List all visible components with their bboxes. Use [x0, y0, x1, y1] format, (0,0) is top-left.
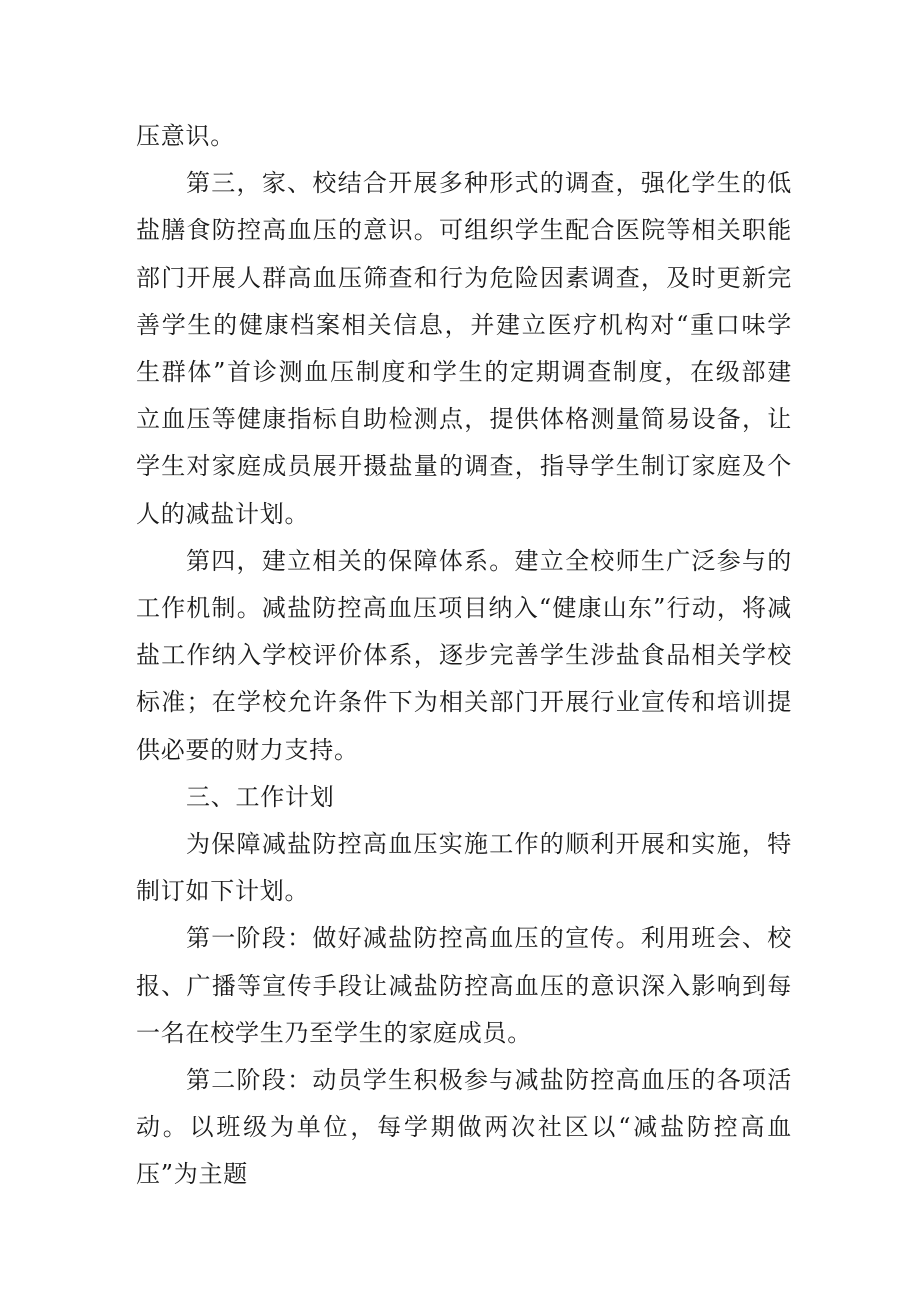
paragraph-third-point: 第三，家、校结合开展多种形式的调查，强化学生的低盐膳食防控高血压的意识。可组织学生配合医院等相关职能部门开展人群高血压筛查和行为危险因素调查，及时更新完善学生的健康档案相关信息，并建立医疗机构对“重口味学生群体”首诊测血压制度和学生的定期调查制度，在级部建立血压等健康指标自助检测点，提供体格测量简易设备，让学生对家庭成员展开摄盐量的调查，指导学生制订家庭及个人的减盐计划。: [136, 169, 792, 528]
paragraph-fourth-point: 第四，建立相关的保障体系。建立全校师生广泛参与的工作机制。减盐防控高血压项目纳入“健康山东”行动，将减盐工作纳入学校评价体系，逐步完善学生涉盐食品相关学校标准；在学校允许条件下为相关部门开展行业宣传和培训提供必要的财力支持。: [136, 546, 792, 764]
paragraph-continuation: 压意识。: [136, 122, 235, 150]
paragraph-stage-one: 第一阶段：做好减盐防控高血压的宣传。利用班会、校报、广播等宣传手段让减盐防控高血压的意识深入影响到每一名在校学生乃至学生的家庭成员。: [136, 924, 792, 1047]
paragraph-plan-intro: 为保障减盐防控高血压实施工作的顺利开展和实施，特制订如下计划。: [136, 830, 792, 906]
document-body: [136, 113, 792, 1199]
section-heading-work-plan: 三、工作计划: [186, 782, 335, 811]
paragraph-stage-two: 第二阶段：动员学生积极参与减盐防控高血压的各项活动。以班级为单位，每学期做两次社区以“减盐防控高血压”为主题: [136, 1066, 792, 1189]
